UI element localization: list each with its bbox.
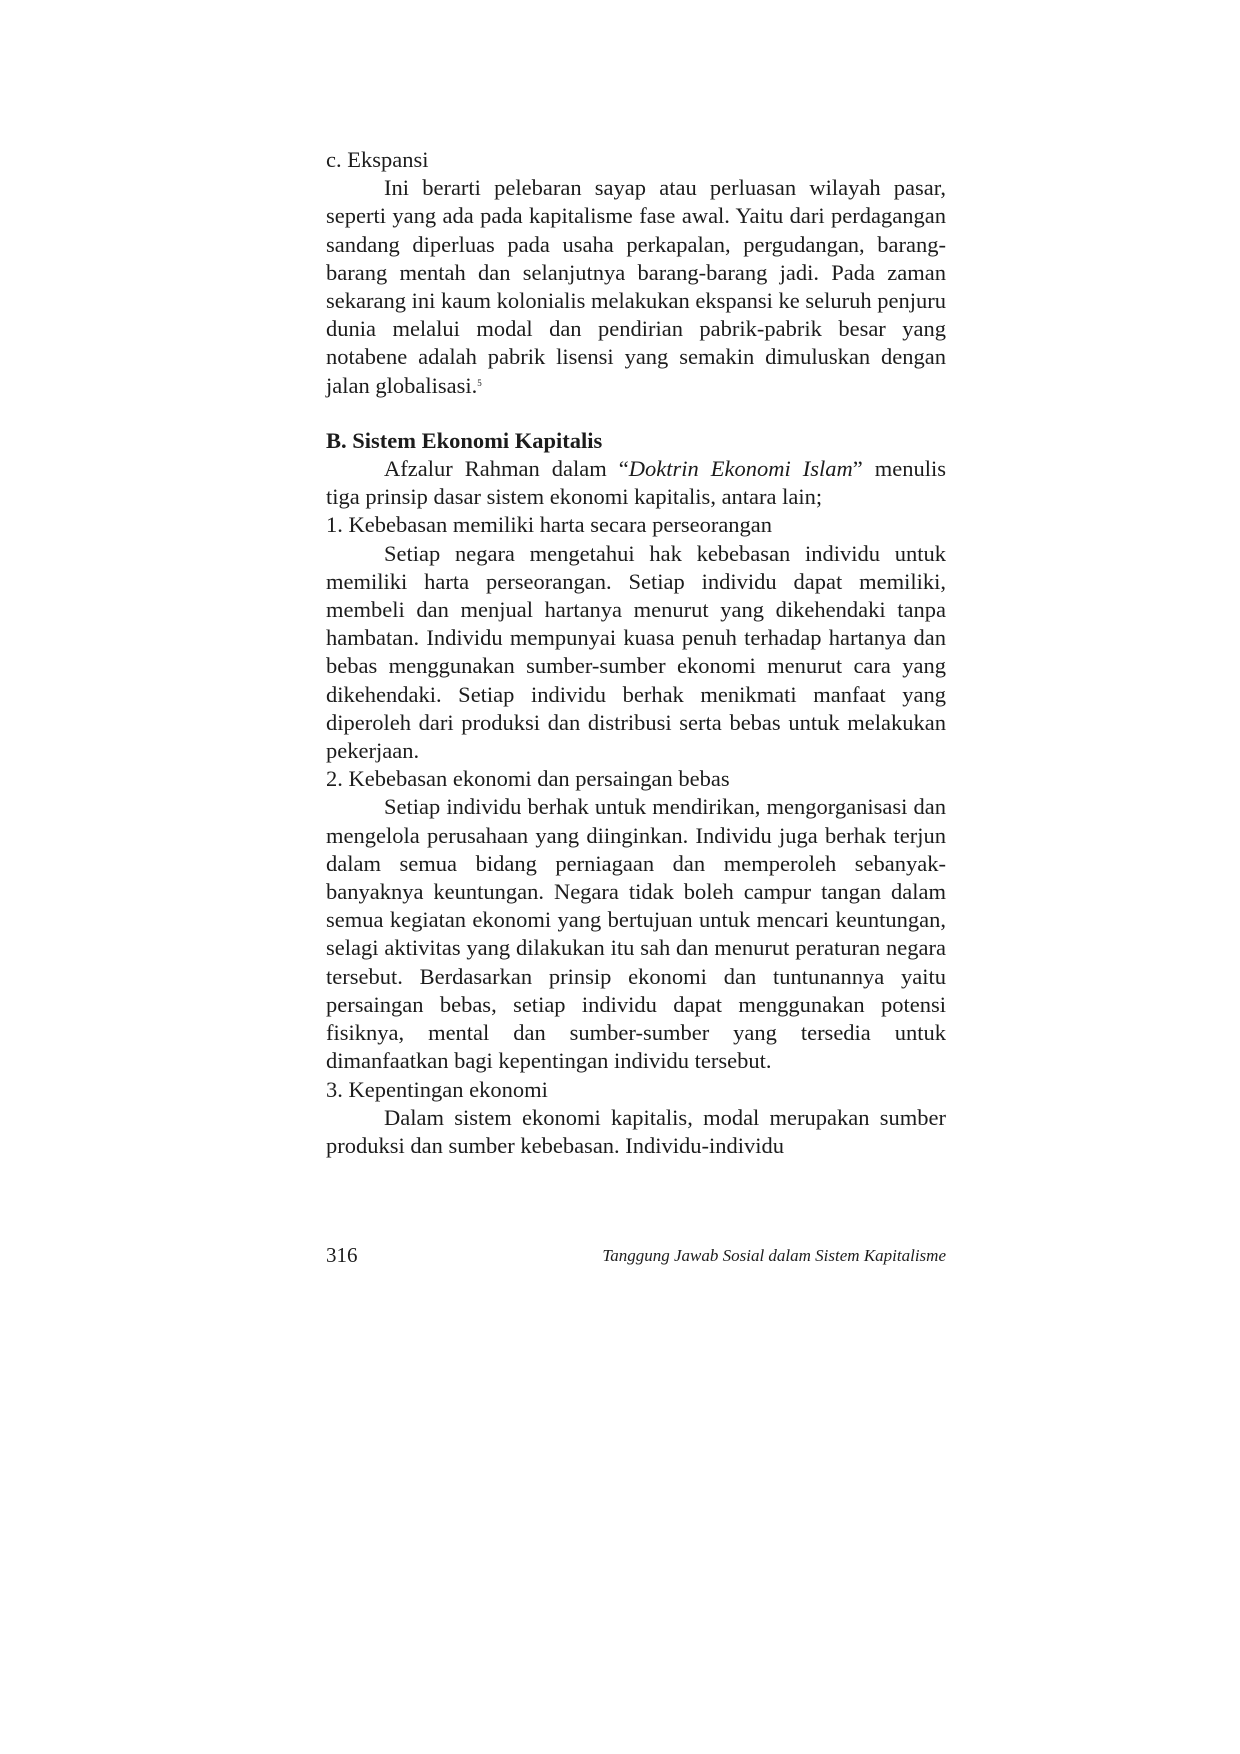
intro-text-post: ” menulis tiga prinsip dasar sistem ekonomi kapitalis, antara lain; [326,456,946,510]
page-footer [326,1243,946,1273]
page-number: 316 [326,1243,358,1267]
item-3-heading: 3. Kepentingan ekonomi [326,1076,548,1102]
item-3-paragraph: Dalam sistem ekonomi kapitalis, modal merupakan sumber produksi dan sumber kebebasan. Individu-individu [326,1104,946,1158]
running-title: Tanggung Jawab Sosial dalam Sistem Kapitalisme [602,1246,946,1265]
page-body [326,146,946,1160]
item-2-paragraph: Setiap individu berhak untuk mendirikan, mengorganisasi dan mengelola perusahaan yang diinginkan. Individu juga berhak terjun dalam semua bidang perniagaan dan memperoleh sebanyak-banyaknya keuntungan. Negara tidak boleh campur tangan dalam semua kegiatan ekonomi yang bertujuan untuk mencari keuntungan, selagi aktivitas yang dilakukan itu sah dan menurut peraturan negara tersebut. Berdasarkan prinsip ekonomi dan tuntunannya yaitu persaingan bebas, setiap individu dapat menggunakan potensi fisiknya, mental dan sumber-sumber yang tersedia untuk dimanfaatkan bagi kepentingan individu tersebut. [326,794,946,1074]
item-1-heading: 1. Kebebasan memiliki harta secara perseorangan [326,512,773,538]
footnote-reference: 5 [477,377,482,388]
spacer [326,400,946,427]
section-b-intro [326,455,946,511]
subsection-c-text: Ini berarti pelebaran sayap atau perluasan wilayah pasar, seperti yang ada pada kapitalisme fase awal. Yaitu dari perdagangan sandang diperluas pada usaha perkapalan, pergudangan, barang-barang mentah dan selanjutnya barang-barang jadi. Pada zaman sekarang ini kaum kolonialis melakukan ekspansi ke seluruh penjuru dunia melalui modal dan pendirian pabrik-pabrik besar yang notabene adalah pabrik lisensi yang semakin dimuluskan dengan jalan globalisasi. [326,175,946,398]
subsection-c-heading: c. Ekspansi [326,147,429,172]
section-b-title: B. Sistem Ekonomi Kapitalis [326,427,603,453]
item-2-heading: 2. Kebebasan ekonomi dan persaingan bebas [326,766,730,792]
item-1-paragraph: Setiap negara mengetahui hak kebebasan individu untuk memiliki harta perseorangan. Setiap individu dapat memiliki, membeli dan menjual hartanya menurut yang dikehendaki tanpa hambatan. Individu mempunyai kuasa penuh terhadap hartanya dan bebas menggunakan sumber-sumber ekonomi menurut cara yang dikehendaki. Setiap individu berhak menikmati manfaat yang diperoleh dari produksi dan distribusi serta bebas untuk melakukan pekerjaan. [326,540,946,764]
intro-text-pre: Afzalur Rahman dalam “ [384,456,629,482]
book-title: Doktrin Ekonomi Islam [628,456,853,482]
subsection-c-paragraph [326,174,946,400]
